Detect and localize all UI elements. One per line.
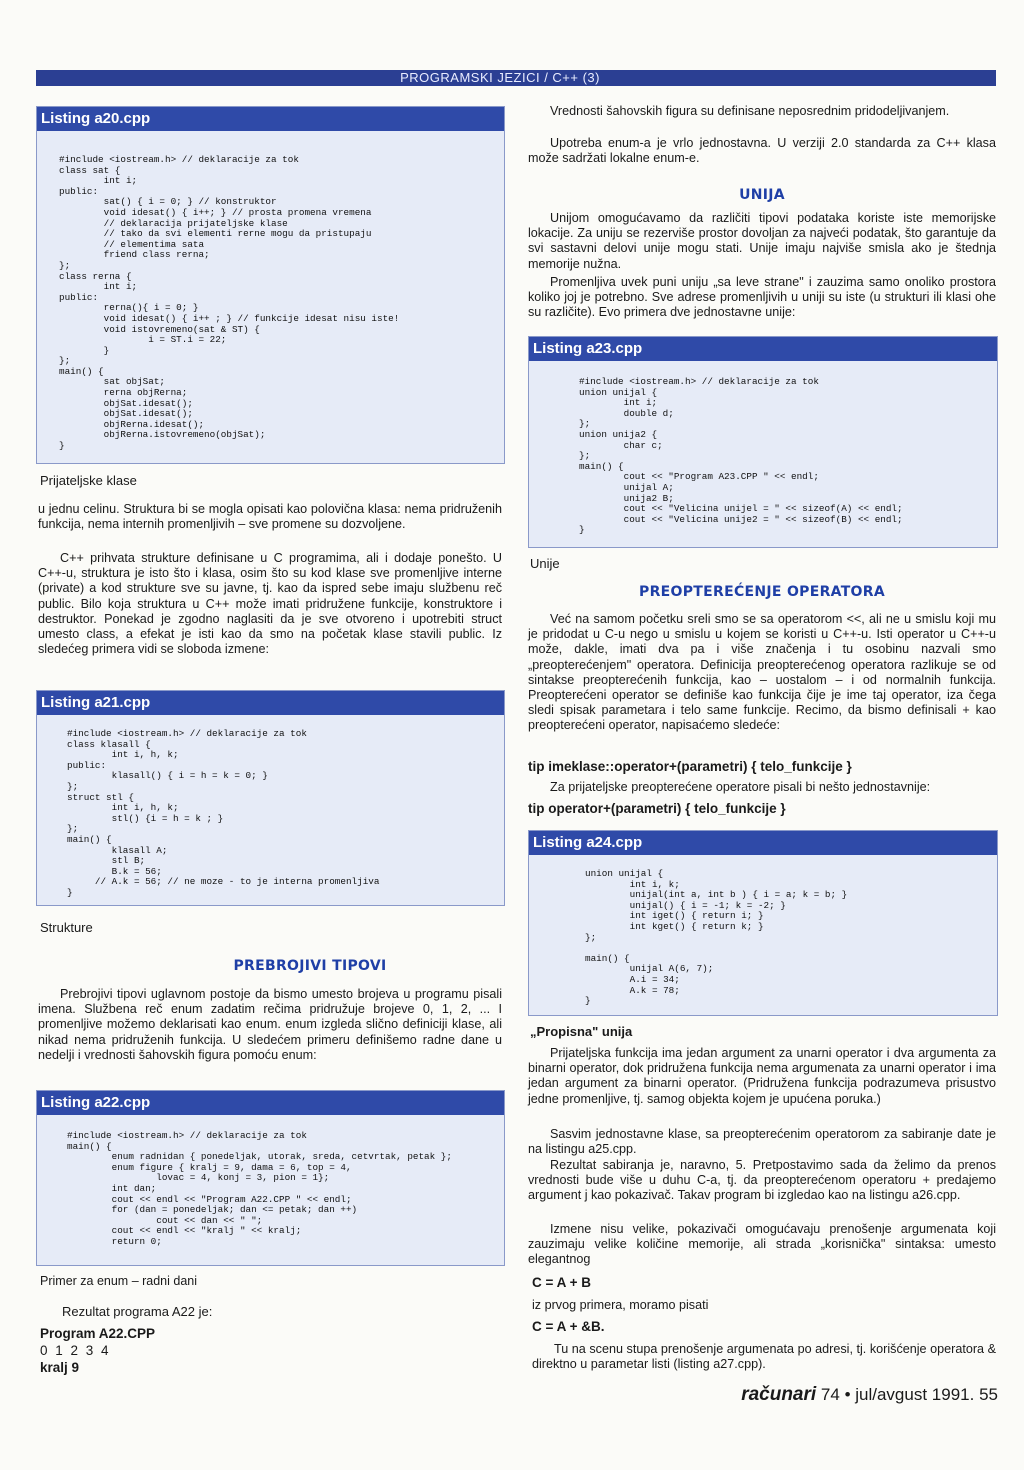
section-heading: UNIJA [739, 187, 785, 203]
issue-date: jul/avgust 1991. [855, 1385, 975, 1404]
section-heading: PREBROJIVI TIPOVI [233, 958, 387, 974]
listing-a24 [528, 830, 998, 1016]
section-header-bar [36, 70, 996, 86]
paragraph: u jednu celinu. Struktura bi se mogla opisati kao polovična klasa: nema pridruženih funkcija, nema internih promenljivih – sve promene su dozvoljene. [38, 502, 502, 532]
formula: tip operator+(parametri) { telo_funkcije } [528, 801, 786, 816]
page-footer [741, 1384, 998, 1406]
program-output [40, 1325, 155, 1376]
listing-title: Listing a23.cpp [529, 337, 997, 361]
page-number: 55 [979, 1385, 998, 1404]
code-block: union unijal { int i, k; unijal(int a, int b ) { i = a; k = b; } unijal() { i = -1; k = -2; } int iget() { return i; } int kget() { return k; } }; main() { unijal A(6, 7); A.i = 34; A.k = 78; } [585, 868, 848, 1007]
paragraph: Prijateljska funkcija ima jedan argument za unarni operator i dva argumenta za binarni operator, dok pridružena funkcija nema argumenata za unarni operator i ima jedan argument za binarni operator. (Pridružena funkcija podrazumeva prisustvo jedne promenljive, tj. samog objekta kojem je upućena poruka.) [528, 1046, 996, 1106]
listing-title: Listing a21.cpp [37, 691, 504, 715]
listing-title: Listing a24.cpp [529, 831, 997, 855]
result-intro: Rezultat programa A22 je: [62, 1304, 213, 1319]
listing-a20 [36, 106, 505, 464]
code-block: #include <iostream.h> // deklaracije za tok class sat { int i; public: sat() { i = 0; } // konstruktor void idesat() { i++; } // prosta promena vremena // deklaracija prijateljske klase // tako da svi elementi rerne mogu da pristupaju // elementima sata friend class rerna; }; class rerna { int i; public: rerna(){ i = 0; } void idesat() { i++ ; } // funkcije idesat nisu iste! void istovremeno(sat & ST) { i = ST.i = 22; } }; main() { sat objSat; rerna objRerna; objSat.idesat(); objSat.idesat(); objRerna.idesat(); objRerna.istovremeno(objSat); } [59, 154, 400, 452]
magazine-name: računari [741, 1384, 817, 1405]
output-line: kralj 9 [40, 1360, 80, 1375]
paragraph: Unijom omogućavamo da različiti tipovi podataka koriste iste memorijske lokacije. Za uniju se rezerviše prostor dovoljan za najveći podatak, što garantuje da svi sastavni delovi unije mogu stati. Unije imaju najviše smisla ako je štednja memorije nužna. [528, 211, 996, 271]
paragraph: Prebrojivi tipovi uglavnom postoje da bismo umesto brojeva u programu pisali imena. Službena reč enum zadatim rečima pridružuje brojeve 0, 1, 2, ... I promenljive možemo deklarisati kao enum. enum izgleda slično definiciji klase, ali nikad nema pridruženih funkcija. U sledećem primeru definišemo radne dane u nedelji i vrednosti šahovskih figura pomoću enum: [38, 987, 502, 1062]
section-heading: PREOPTEREĆENJE OPERATORA [639, 584, 885, 600]
section-title: PROGRAMSKI JEZICI / C++ (3) [400, 70, 600, 85]
paragraph: iz prvog primera, moramo pisati [532, 1298, 709, 1312]
listing-caption: Strukture [40, 920, 93, 935]
paragraph: Promenljiva uvek puni uniju „sa leve strane" i zauzima samo onoliko prostora koliko joj je potrebno. Sve adrese promenljivih u uniji su iste (u strukturi ili klasi ohe su različite). Evo primera dve jednostavne unije: [528, 275, 996, 320]
listing-title: Listing a20.cpp [37, 107, 504, 131]
listing-a23 [528, 336, 998, 548]
paragraph: Već na samom početku sreli smo se sa operatorom <<, ali ne u smislu koji mu je pridodat u C-u nego u smislu u kojem se koristi u C++-u. Isti operator u C++-u može, dakle, imati dva pa i više značenja i tu osobinu nazvali smo „preopterećenjem" operatora. Definicija preopterećenog operatora razlikuje se od sintakse preopterećenih funkcija, kao – uostalom – i od normalnih funkcija. Preopterećeni operator se definiše kao funkcija čije je ime taj operator, iza čega sledi spisak parametara i telo same funkcije. Recimo, da bismo definisali + kao preopterećeni operator, napisaćemo sledeće: [528, 612, 996, 733]
formula: C = A + &B. [532, 1319, 605, 1334]
listing-caption: Unije [530, 556, 560, 571]
formula: C = A + B [532, 1275, 592, 1290]
paragraph: Tu na scenu stupa prenošenje argumenata po adresi, tj. korišćenje operatora & direktno u parametar listi (listing a27.cpp). [532, 1342, 996, 1372]
paragraph: Vrednosti šahovskih figura su definisane neposrednim pridodeljivanjem. [550, 104, 950, 118]
code-block: #include <iostream.h> // deklaracije za tok main() { enum radnidan { ponedeljak, utorak, sreda, cetvrtak, petak }; enum figure { kralj = 9, dama = 6, top = 4, lovac = 4, konj = 3, pion = 1}; int dan; cout << endl << "Program A22.CPP " << endl; for (dan = ponedeljak; dan <= petak; dan ++) cout << dan << " "; cout << endl << "kralj " << kralj; return 0; [67, 1130, 452, 1247]
listing-caption: Primer za enum – radni dani [40, 1274, 198, 1288]
listing-title: Listing a22.cpp [37, 1091, 504, 1115]
issue-number: 74 [820, 1385, 840, 1404]
formula: tip imeklase::operator+(parametri) { telo_funkcije } [528, 759, 852, 774]
code-block: #include <iostream.h> // deklaracije za tok class klasall { int i, h, k; public: klasall() { i = h = k = 0; } }; struct stl { int i, h, k; stl() {i = h = k ; } }; main() { klasall A; stl B; B.k = 56; // A.k = 56; // ne moze - to je interna promenljiva } [67, 728, 380, 898]
listing-a21 [36, 690, 505, 906]
listing-caption: Prijateljske klase [40, 473, 137, 488]
bullet-separator: • [844, 1385, 851, 1404]
paragraph: Sasvim jednostavne klase, sa preopterećenim operatorom za sabiranje date je na listingu a25.cpp. [528, 1127, 996, 1157]
code-block: #include <iostream.h> // deklaracije za tok union unijal { int i; double d; }; union unija2 { char c; }; main() { cout << "Program A23.CPP " << endl; unijal A; unija2 B; cout << "Velicina unijel = " << sizeof(A) << endl; cout << "Velicina unije2 = " << sizeof(B) << endl; } [579, 376, 903, 536]
listing-a22 [36, 1090, 505, 1266]
paragraph: Rezultat sabiranja je, naravno, 5. Pretpostavimo sada da želimo da prenos vrednosti bude više u duhu C-a, tj. da preopterećenom operatoru + predajemo argument j kao pokazivač. Takav program bi izgledao kao na listingu a26.cpp. [528, 1158, 996, 1203]
paragraph: Upotreba enum-a je vrlo jednostavna. U verziji 2.0 standarda za C++ klasa može sadržati lokalne enum-e. [528, 136, 996, 166]
paragraph: Za prijateljske preopterećene operatore pisali bi nešto jednostavnije: [550, 780, 931, 794]
output-line: 0 1 2 3 4 [40, 1343, 111, 1358]
output-line: Program A22.CPP [40, 1326, 156, 1341]
listing-caption: „Propisna" unija [530, 1024, 633, 1039]
paragraph: C++ prihvata strukture definisane u C programima, ali i dodaje ponešto. U C++-u, struktura je isto što i klasa, osim što su kod klase sve promenljive interne (private) a kod strukture sve su javne, tj. kao da ispred sebe imaju službenu reč public. Bilo koja struktura u C++ može imati pridružene funkcije, konstruktore i destruktor. Ponekad je zgodno naglasiti da je sve otvoreno i upotrebiti struct umesto class, a efekat je isti kao da smo na početak klase stavili public. Iz sledećeg primera vidi se sloboda izmene: [38, 551, 502, 657]
paragraph: Izmene nisu velike, pokazivači omogućavaju prenošenje argumenata koji zauzimaju velike količine memorije, ali strada „korisnička" sintaksa: umesto elegantnog [528, 1222, 996, 1267]
